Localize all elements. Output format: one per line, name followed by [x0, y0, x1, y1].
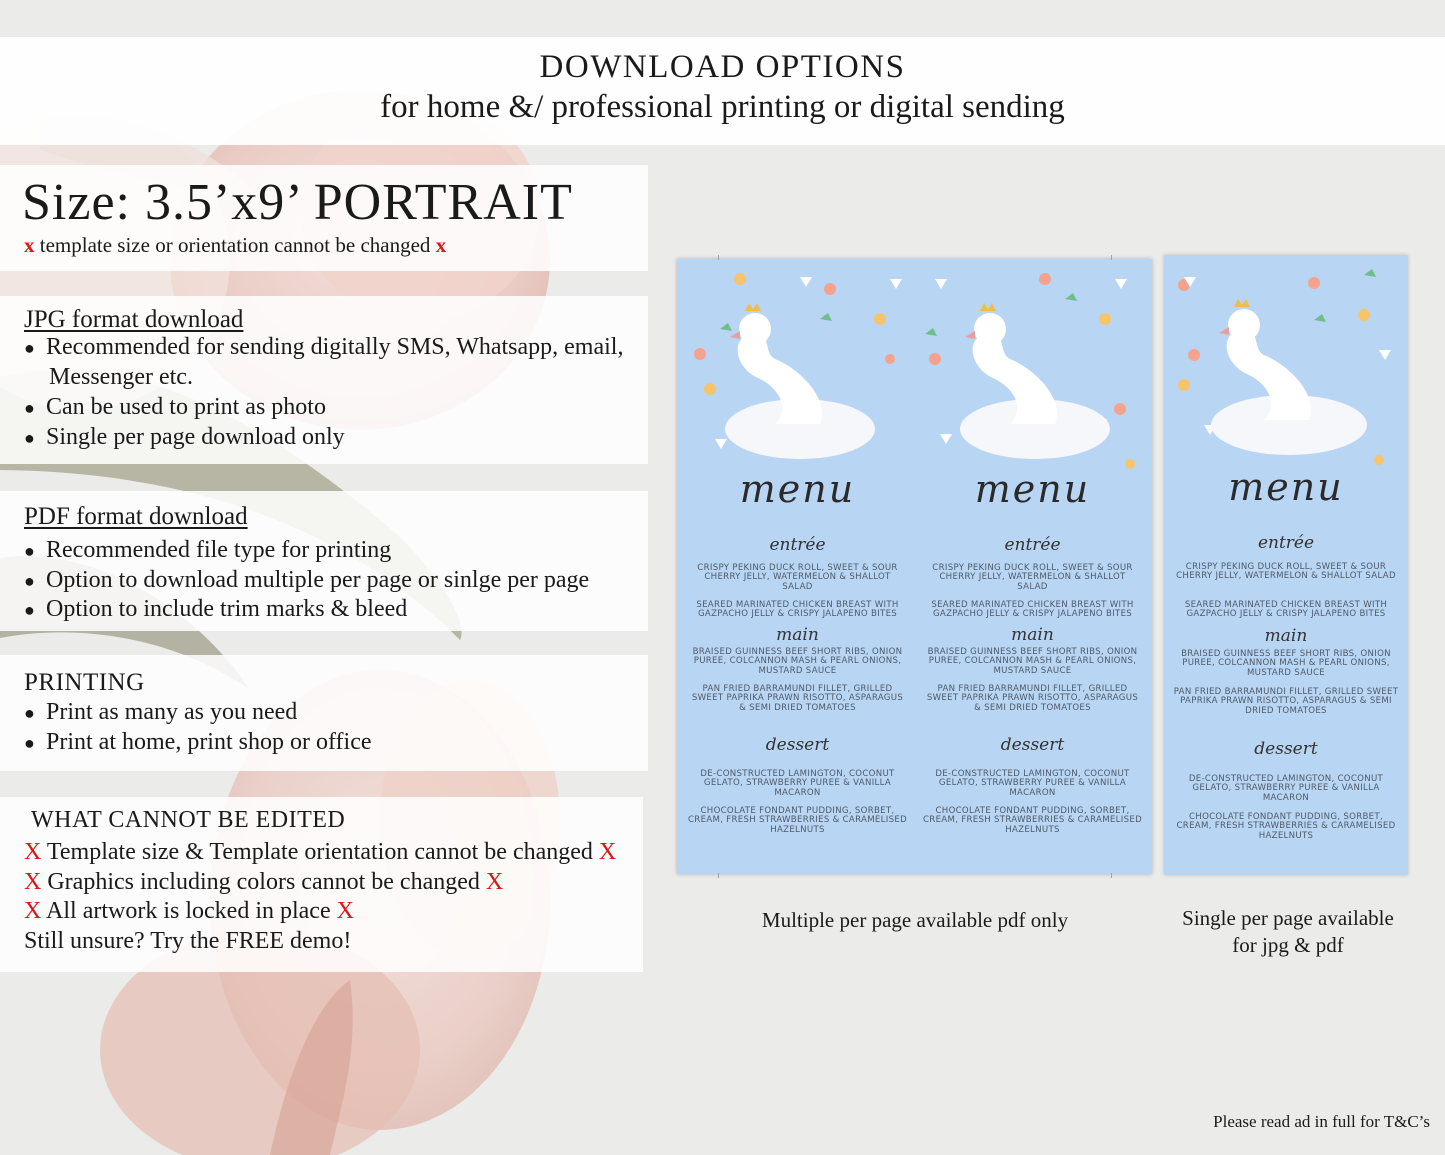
- red-x-icon: X: [336, 898, 354, 924]
- red-x-icon: X: [24, 898, 42, 924]
- section-dessert: dessert: [1000, 735, 1065, 755]
- menu-item: CRISPY PEKING DUCK ROLL, SWEET & SOUR CHERRY JELLY, WATERMELON & SHALLOT SALAD: [1176, 562, 1396, 582]
- caption-single-line: for jpg & pdf: [1232, 933, 1344, 957]
- trim-mark: [1111, 255, 1112, 260]
- red-x-icon: X: [485, 869, 504, 895]
- caption-single: [1150, 905, 1426, 959]
- list-item: ● Single per page download only: [24, 424, 345, 450]
- size-note: [24, 233, 446, 258]
- menu-item: BRAISED GUINNESS BEEF SHORT RIBS, ONION PUREE, COLCANNON MASH & PEARL ONIONS, MUSTARD SAUCE: [692, 647, 903, 676]
- section-main: main: [776, 625, 819, 645]
- single-per-page-preview: [1164, 255, 1408, 875]
- page-subtitle: for home &/ professional printing or digital sending: [380, 89, 1065, 125]
- red-x-icon: x: [24, 233, 35, 257]
- list-item: ● Recommended for sending digitally SMS, Whatsapp, email,: [24, 334, 624, 360]
- swan-illustration: [1164, 255, 1408, 475]
- section-entree: entrée: [1257, 533, 1315, 553]
- menu-card: [680, 259, 915, 874]
- red-x-icon: X: [24, 869, 42, 895]
- menu-item: CHOCOLATE FONDANT PUDDING, SORBET, CREAM, FRESH STRAWBERRIES & CARAMELISED HAZELNUTS: [1176, 812, 1396, 841]
- size-panel: [0, 165, 648, 271]
- caption-single-line: Single per page available: [1182, 906, 1394, 930]
- menu-item: SEARED MARINATED CHICKEN BREAST WITH GAZPACHO JELLY & CRISPY JALAPENO BITES: [696, 600, 899, 620]
- section-main: main: [1264, 626, 1308, 646]
- header-banner: [0, 37, 1445, 145]
- printing-heading: PRINTING: [24, 669, 145, 696]
- bullet-icon: ●: [24, 338, 35, 358]
- bullet-icon: ●: [24, 398, 35, 418]
- menu-item: DE-CONSTRUCTED LAMINGTON, COCONUT GELATO, STRAWBERRY PUREE & VANILLA MACARON: [700, 769, 895, 798]
- menu-title: menu: [739, 467, 856, 511]
- trim-mark: [1111, 873, 1112, 878]
- not-editable-panel: [0, 797, 643, 972]
- printing-panel: [0, 655, 648, 771]
- menu-item: CHOCOLATE FONDANT PUDDING, SORBET, CREAM, FRESH STRAWBERRIES & CARAMELISED HAZELNUTS: [923, 806, 1142, 835]
- list-item: X All artwork is locked in place X: [24, 898, 354, 924]
- jpg-panel: [0, 296, 648, 464]
- menu-item: CHOCOLATE FONDANT PUDDING, SORBET, CREAM, FRESH STRAWBERRIES & CARAMELISED HAZELNUTS: [688, 806, 907, 835]
- bullet-icon: ●: [24, 600, 35, 620]
- section-entree: entrée: [769, 535, 826, 555]
- jpg-heading: JPG format download: [24, 306, 244, 333]
- pdf-panel: [0, 491, 648, 631]
- menu-card: [1164, 255, 1408, 875]
- menu-item: PAN FRIED BARRAMUNDI FILLET, GRILLED SWEET PAPRIKA PRAWN RISOTTO, ASPARAGUS & SEMI DRIED TOMATOES: [691, 684, 904, 713]
- footer-note: Please read ad in full for T&C’s: [1213, 1112, 1430, 1131]
- menu-item: BRAISED GUINNESS BEEF SHORT RIBS, ONION PUREE, COLCANNON MASH & PEARL ONIONS, MUSTARD SAUCE: [927, 647, 1138, 676]
- menu-title: menu: [974, 467, 1091, 511]
- menu-item: PAN FRIED BARRAMUNDI FILLET, GRILLED SWEET PAPRIKA PRAWN RISOTTO, ASPARAGUS & SEMI DRIED TOMATOES: [926, 684, 1139, 713]
- bullet-icon: ●: [24, 703, 35, 723]
- bullet-icon: ●: [24, 541, 35, 561]
- red-x-icon: X: [24, 839, 42, 865]
- list-item: ● Can be used to print as photo: [24, 394, 326, 420]
- section-dessert: dessert: [1254, 739, 1318, 759]
- list-item: ● Option to include trim marks & bleed: [24, 596, 408, 622]
- bullet-icon: ●: [24, 571, 35, 591]
- menu-item: DE-CONSTRUCTED LAMINGTON, COCONUT GELATO, STRAWBERRY PUREE & VANILLA MACARON: [935, 769, 1130, 798]
- list-item: ● Print at home, print shop or office: [24, 729, 372, 755]
- size-note-text: template size or orientation cannot be changed: [39, 233, 431, 257]
- section-entree: entrée: [1004, 535, 1061, 555]
- multiple-per-page-preview: [677, 259, 1152, 874]
- red-x-icon: X: [598, 839, 617, 865]
- section-main: main: [1011, 625, 1054, 645]
- menu-item: BRAISED GUINNESS BEEF SHORT RIBS, ONION PUREE, COLCANNON MASH & PEARL ONIONS, MUSTARD SAUCE: [1181, 649, 1391, 678]
- list-item: ● Recommended file type for printing: [24, 537, 392, 563]
- menu-item: SEARED MARINATED CHICKEN BREAST WITH GAZPACHO JELLY & CRISPY JALAPENO BITES: [1184, 600, 1388, 620]
- bullet-icon: ●: [24, 733, 35, 753]
- bullet-icon: ●: [24, 428, 35, 448]
- closing-line: Still unsure? Try the FREE demo!: [24, 928, 352, 954]
- list-item: X Graphics including colors cannot be changed X: [24, 869, 504, 895]
- red-x-icon: x: [435, 233, 447, 257]
- trim-mark: [718, 873, 719, 878]
- swan-illustration: [915, 259, 1150, 479]
- size-title: Size: 3.5’x9’ PORTRAIT: [22, 174, 573, 231]
- menu-item: SEARED MARINATED CHICKEN BREAST WITH GAZPACHO JELLY & CRISPY JALAPENO BITES: [931, 600, 1134, 620]
- menu-item: CRISPY PEKING DUCK ROLL, SWEET & SOUR CHERRY JELLY, WATERMELON & SHALLOT SALAD: [697, 563, 898, 592]
- swan-illustration: [680, 259, 915, 479]
- not-editable-heading: WHAT CANNOT BE EDITED: [31, 807, 346, 833]
- menu-item: CRISPY PEKING DUCK ROLL, SWEET & SOUR CHERRY JELLY, WATERMELON & SHALLOT SALAD: [932, 563, 1133, 592]
- page-title: DOWNLOAD OPTIONS: [539, 49, 906, 85]
- list-item-continuation: Messenger etc.: [49, 364, 193, 390]
- menu-title: menu: [1228, 465, 1344, 509]
- list-item: X Template size & Template orientation cannot be changed X: [24, 839, 617, 865]
- menu-item: DE-CONSTRUCTED LAMINGTON, COCONUT GELATO, STRAWBERRY PUREE & VANILLA MACARON: [1188, 774, 1384, 803]
- list-item: ● Print as many as you need: [24, 699, 298, 725]
- caption-multiple: Multiple per page available pdf only: [761, 908, 1069, 932]
- trim-mark: [718, 255, 719, 260]
- menu-item: PAN FRIED BARRAMUNDI FILLET, GRILLED SWEET PAPRIKA PRAWN RISOTTO, ASPARAGUS & SEMI DRIED TOMATOES: [1173, 687, 1399, 716]
- list-item: ● Option to download multiple per page or sinlge per page: [24, 567, 590, 593]
- menu-card: [915, 259, 1150, 874]
- pdf-heading: PDF format download: [24, 503, 248, 530]
- section-dessert: dessert: [765, 735, 830, 755]
